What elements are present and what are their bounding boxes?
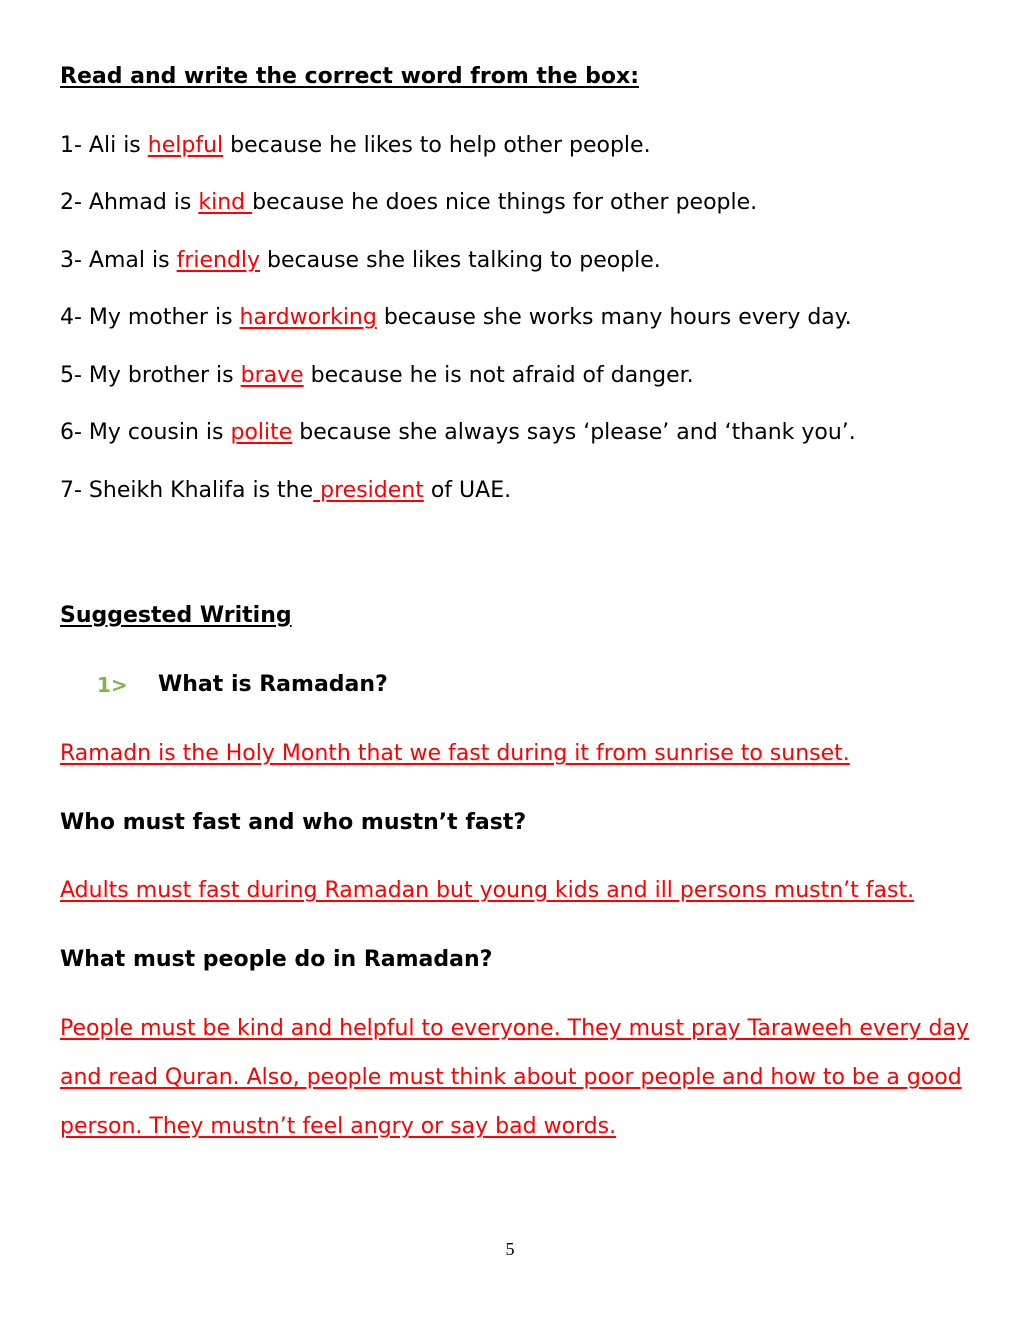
exercise-heading: Read and write the correct word from the box:	[60, 64, 640, 89]
exercise-item-1	[60, 131, 651, 161]
exercise-item-3	[60, 246, 661, 276]
page-number: 5	[505, 1239, 515, 1259]
answer-3-line-1: People must be kind and helpful to everyone. They must pray Taraweeh every day	[60, 1016, 969, 1041]
answer-2: Adults must fast during Ramadan but young kids and ill persons mustn’t fast.	[60, 878, 915, 903]
item-text-before: 3- Amal is	[60, 248, 177, 273]
exercise-item-4	[60, 303, 852, 333]
answer-word: hardworking	[239, 305, 377, 330]
answer-3-line-3: person. They mustn’t feel angry or say bad words.	[60, 1114, 617, 1139]
suggested-writing-heading: Suggested Writing	[60, 603, 292, 628]
answer-word: friendly	[176, 248, 261, 273]
item-text-after: because she works many hours every day.	[376, 305, 852, 330]
answer-3-line-2: and read Quran. Also, people must think about poor people and how to be a good	[60, 1065, 962, 1090]
question-2: Who must fast and who mustn’t fast?	[60, 810, 527, 835]
answer-word: kind	[198, 190, 253, 215]
item-text-before: 5- My brother is	[60, 363, 241, 388]
item-text-before: 4- My mother is	[60, 305, 240, 330]
item-text-after: because she always says ‘please’ and ‘thank you’.	[292, 420, 856, 445]
item-text-after: because he is not afraid of danger.	[303, 363, 694, 388]
item-text-after: because he likes to help other people.	[223, 133, 651, 158]
exercise-item-6	[60, 418, 856, 448]
question-3: What must people do in Ramadan?	[60, 947, 493, 972]
arrow-bullet-icon: 1>	[97, 673, 128, 697]
answer-word: helpful	[147, 133, 224, 158]
item-text-before: 1- Ali is	[60, 133, 148, 158]
exercise-item-2	[60, 188, 757, 218]
answer-word: polite	[230, 420, 293, 445]
answer-word: president	[313, 478, 424, 503]
exercise-item-7	[60, 476, 511, 506]
answer-word: brave	[240, 363, 304, 388]
exercise-item-5	[60, 361, 694, 391]
item-text-before: 7- Sheikh Khalifa is the	[60, 478, 314, 503]
item-text-before: 2- Ahmad is	[60, 190, 199, 215]
answer-1: Ramadn is the Holy Month that we fast during it from sunrise to sunset.	[60, 741, 850, 766]
item-text-after: of UAE.	[423, 478, 512, 503]
item-text-after: because he does nice things for other people.	[252, 190, 758, 215]
item-text-before: 6- My cousin is	[60, 420, 231, 445]
item-text-after: because she likes talking to people.	[260, 248, 661, 273]
question-1: What is Ramadan?	[158, 672, 388, 697]
